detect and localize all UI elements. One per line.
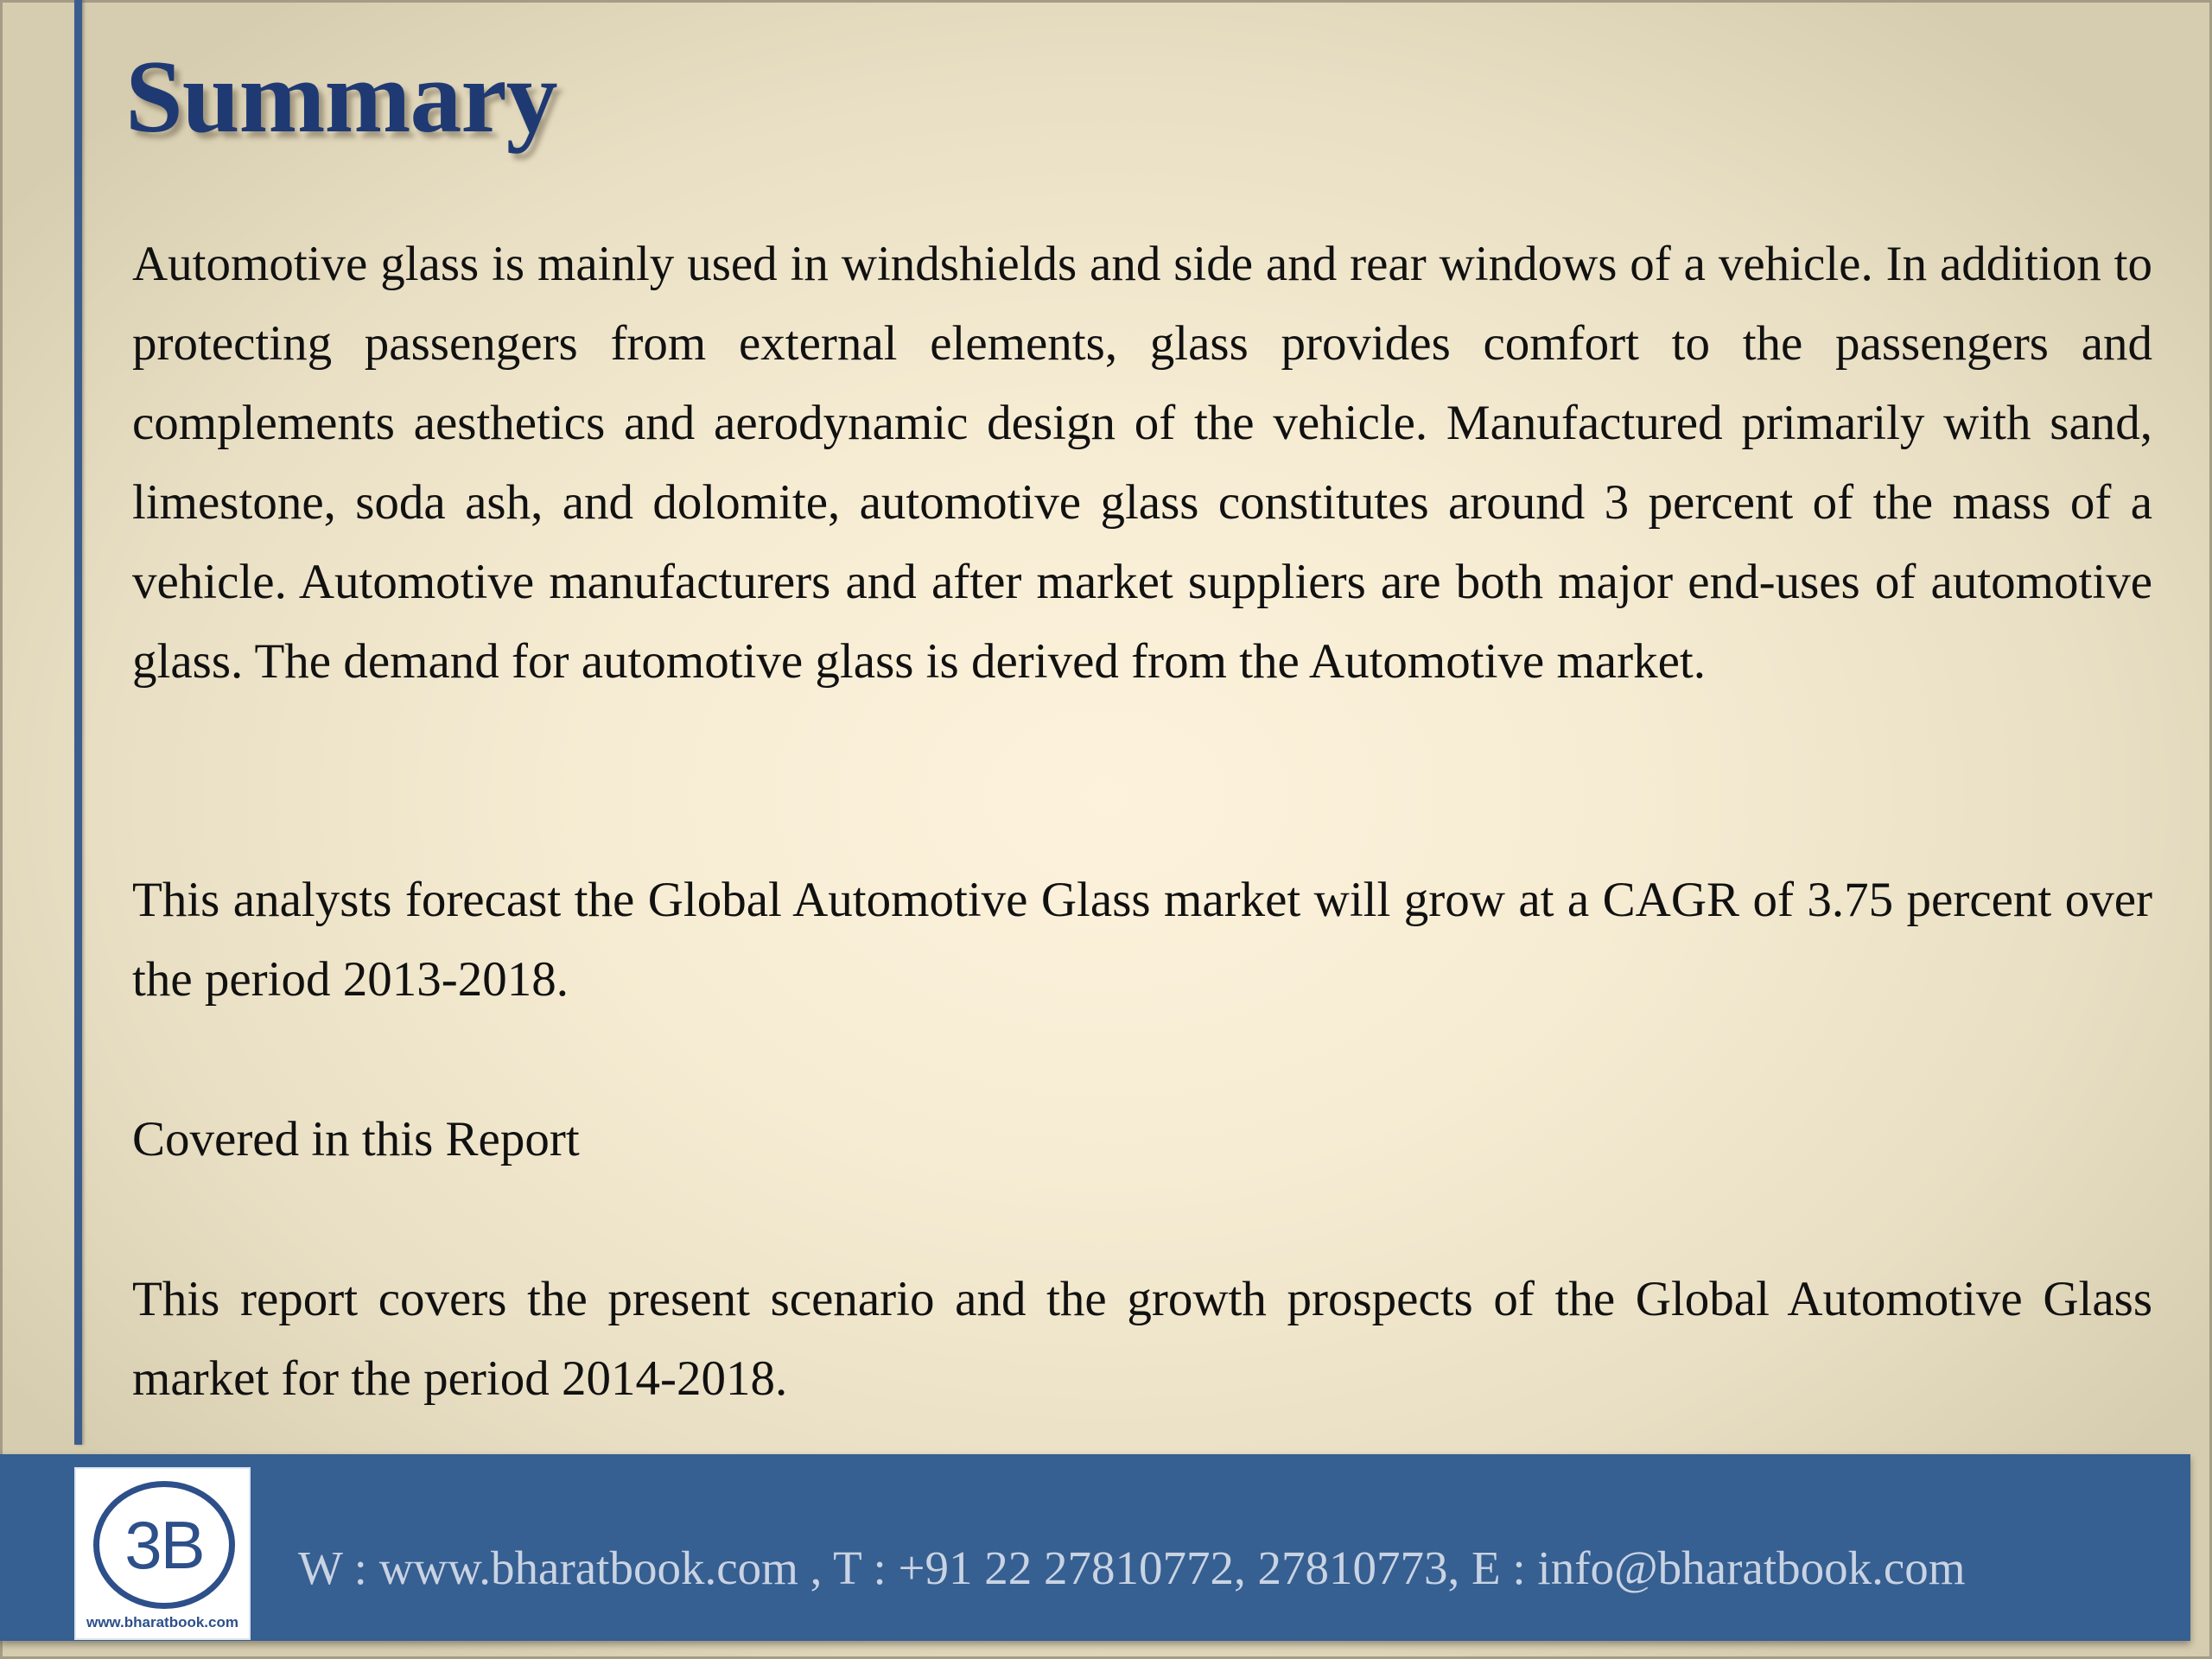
logo-circle bbox=[93, 1481, 235, 1609]
bharatbook-logo bbox=[74, 1467, 251, 1640]
summary-paragraph-forecast: This analysts forecast the Global Automotive Glass market will grow at a CAGR of 3.75 percent over the period 2013-2018. bbox=[132, 873, 2152, 1007]
logo-mark-text: 3B bbox=[124, 1507, 204, 1583]
summary-paragraph-scope: This report covers the present scenario and the growth prospects of the Global Automotive Glass market for the period 2014-2018. bbox=[132, 1272, 2152, 1406]
footer-contact-line: W : www.bharatbook.com , T : +91 22 27810772, 27810773, E : info@bharatbook.com bbox=[298, 1541, 1966, 1594]
left-accent-rule bbox=[74, 0, 82, 1445]
slide-title: Summary bbox=[125, 39, 557, 154]
summary-paragraph-intro: Automotive glass is mainly used in windshields and side and rear windows of a vehicle. In addition to protecting passengers from external elements, glass provides comfort to the passengers and complements aesthetics and aerodynamic design of the vehicle. Manufactured primarily with sand, limestone, soda ash, and dolomite, automotive glass constitutes around 3 percent of the mass of a vehicle. Automotive manufacturers and after market suppliers are both major end-uses of automotive glass. The demand for automotive glass is derived from the Automotive market. bbox=[132, 237, 2152, 689]
summary-paragraph-covered-heading: Covered in this Report bbox=[132, 1112, 580, 1166]
logo-url-text: www.bharatbook.com bbox=[86, 1614, 238, 1630]
